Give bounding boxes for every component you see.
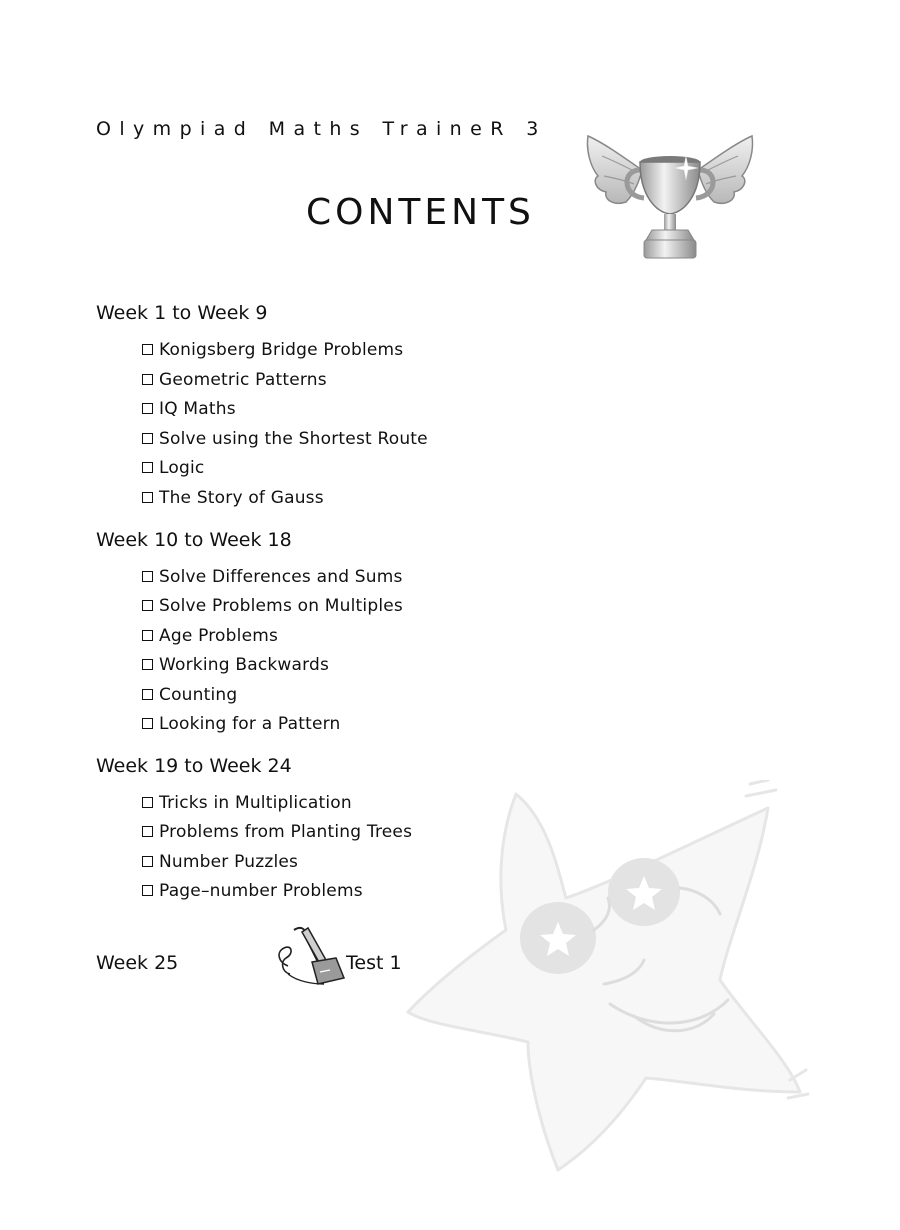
section-heading-week-25: Week 25 xyxy=(96,952,179,974)
checkbox-icon xyxy=(142,433,153,444)
checkbox-icon xyxy=(142,826,153,837)
checkbox-icon xyxy=(142,462,153,473)
smiling-star-icon xyxy=(398,780,818,1180)
list-item: Solve Problems on Multiples xyxy=(142,596,403,616)
list-item: Looking for a Pattern xyxy=(142,714,340,734)
list-item: Konigsberg Bridge Problems xyxy=(142,340,403,360)
checkbox-icon xyxy=(142,344,153,355)
test-label: Test 1 xyxy=(346,952,402,974)
list-item: Solve using the Shortest Route xyxy=(142,429,428,449)
list-item: Tricks in Multiplication xyxy=(142,793,352,813)
list-item: Problems from Planting Trees xyxy=(142,822,412,842)
list-item: Counting xyxy=(142,685,237,705)
checkbox-icon xyxy=(142,885,153,896)
winged-trophy-icon xyxy=(582,126,758,268)
checkbox-icon xyxy=(142,659,153,670)
checkbox-icon xyxy=(142,718,153,729)
checkbox-icon xyxy=(142,571,153,582)
list-item: Working Backwards xyxy=(142,655,329,675)
list-item: Age Problems xyxy=(142,626,278,646)
checkbox-icon xyxy=(142,403,153,414)
checkbox-icon xyxy=(142,797,153,808)
list-item: Number Puzzles xyxy=(142,852,298,872)
page-title: CONTENTS xyxy=(306,192,535,233)
checkbox-icon xyxy=(142,492,153,503)
list-item: Page–number Problems xyxy=(142,881,363,901)
pen-icon xyxy=(274,922,348,988)
list-item: Logic xyxy=(142,458,204,478)
section-heading-week-1-9: Week 1 to Week 9 xyxy=(96,302,268,324)
list-item: Solve Differences and Sums xyxy=(142,567,403,587)
section-heading-week-19-24: Week 19 to Week 24 xyxy=(96,755,292,777)
list-item: Geometric Patterns xyxy=(142,370,327,390)
checkbox-icon xyxy=(142,374,153,385)
checkbox-icon xyxy=(142,630,153,641)
list-item: The Story of Gauss xyxy=(142,488,324,508)
list-item: IQ Maths xyxy=(142,399,236,419)
section-heading-week-10-18: Week 10 to Week 18 xyxy=(96,529,292,551)
checkbox-icon xyxy=(142,600,153,611)
series-title: Olympiad Maths TraineR 3 xyxy=(96,118,547,140)
checkbox-icon xyxy=(142,689,153,700)
checkbox-icon xyxy=(142,856,153,867)
